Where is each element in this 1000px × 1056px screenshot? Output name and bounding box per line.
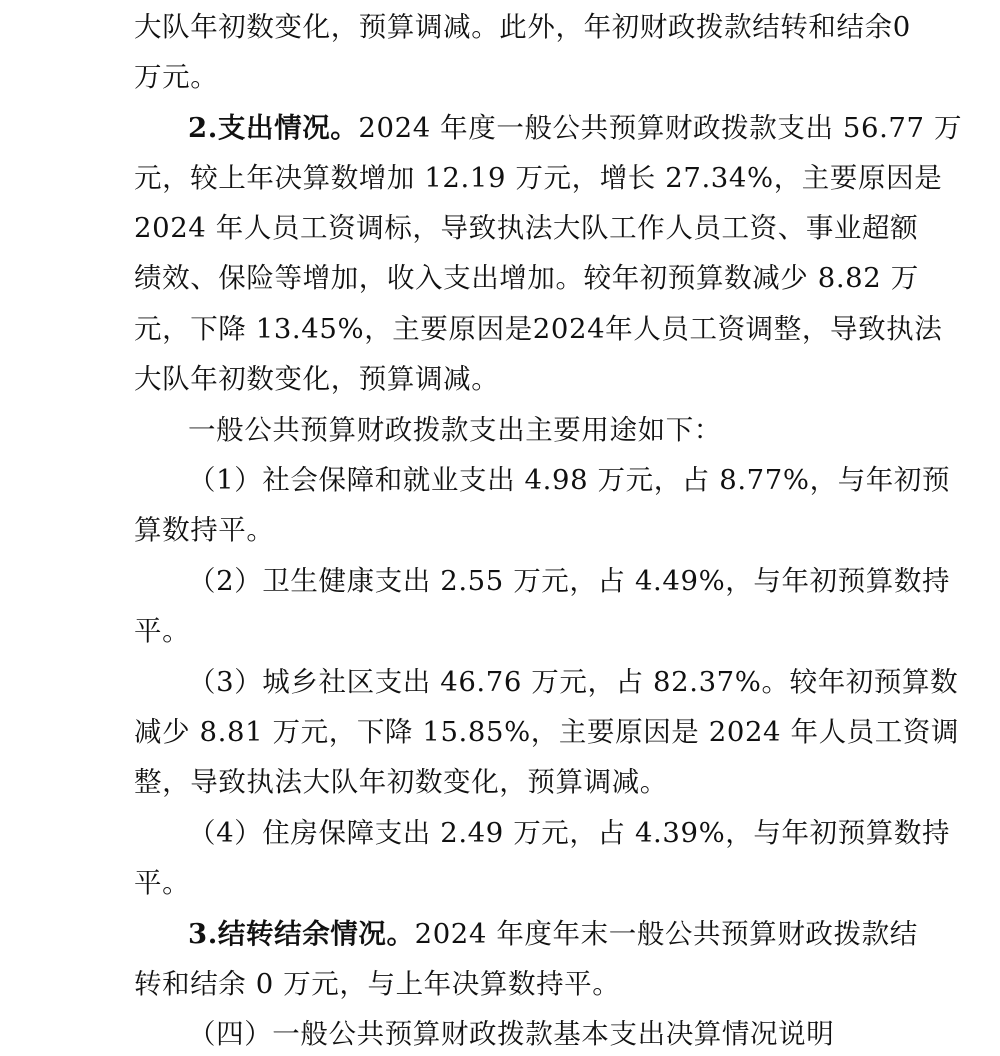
paragraph-line: 转和结余 0 万元，与上年决算数持平。 (134, 968, 621, 1000)
section-heading-line (188, 111, 963, 145)
paragraph-line: 元，下降 13.45%，主要原因是2024年人员工资调整，导致执法 (134, 313, 943, 345)
list-item-line: 减少 8.81 万元，下降 15.85%，主要原因是 2024 年人员工资调 (134, 716, 960, 748)
section-heading: 2.支出情况。 (188, 112, 359, 144)
paragraph-line: 绩效、保险等增加，收入支出增加。较年初预算数减少 8.82 万 (134, 262, 919, 294)
paragraph-line: 万元。 (134, 61, 219, 93)
section-heading: 3.结转结余情况。 (188, 918, 415, 950)
paragraph-line: 大队年初数变化，预算调减。 (134, 363, 500, 395)
list-item-line: 整，导致执法大队年初数变化，预算调减。 (134, 766, 668, 798)
list-item-line: 算数持平。 (134, 514, 275, 546)
list-item-line: 平。 (134, 615, 191, 647)
list-item-line: 平。 (134, 867, 191, 899)
section-heading-line (188, 917, 918, 951)
paragraph-text: 2024 年度年末一般公共预算财政拨款结 (414, 918, 918, 950)
paragraph-line: 大队年初数变化，预算调减。此外，年初财政拨款结转和结余0 (134, 11, 911, 43)
list-item-line: （3）城乡社区支出 46.76 万元，占 82.37%。较年初预算数 (188, 666, 959, 698)
paragraph-line: 2024 年人员工资调标，导致执法大队工作人员工资、事业超额 (134, 212, 919, 244)
paragraph-line: 一般公共预算财政拨款支出主要用途如下： (188, 414, 722, 446)
list-item-line: （4）住房保障支出 2.49 万元，占 4.39%，与年初预算数持 (188, 817, 951, 849)
list-item-line: （2）卫生健康支出 2.55 万元，占 4.49%，与年初预算数持 (188, 565, 951, 597)
paragraph-text: 2024 年度一般公共预算财政拨款支出 56.77 万 (358, 112, 963, 144)
subsection-heading: （四）一般公共预算财政拨款基本支出决算情况说明 (188, 1018, 835, 1050)
list-item-line: （1）社会保障和就业支出 4.98 万元，占 8.77%，与年初预 (188, 464, 951, 496)
paragraph-line: 元，较上年决算数增加 12.19 万元，增长 27.34%，主要原因是 (134, 162, 943, 194)
